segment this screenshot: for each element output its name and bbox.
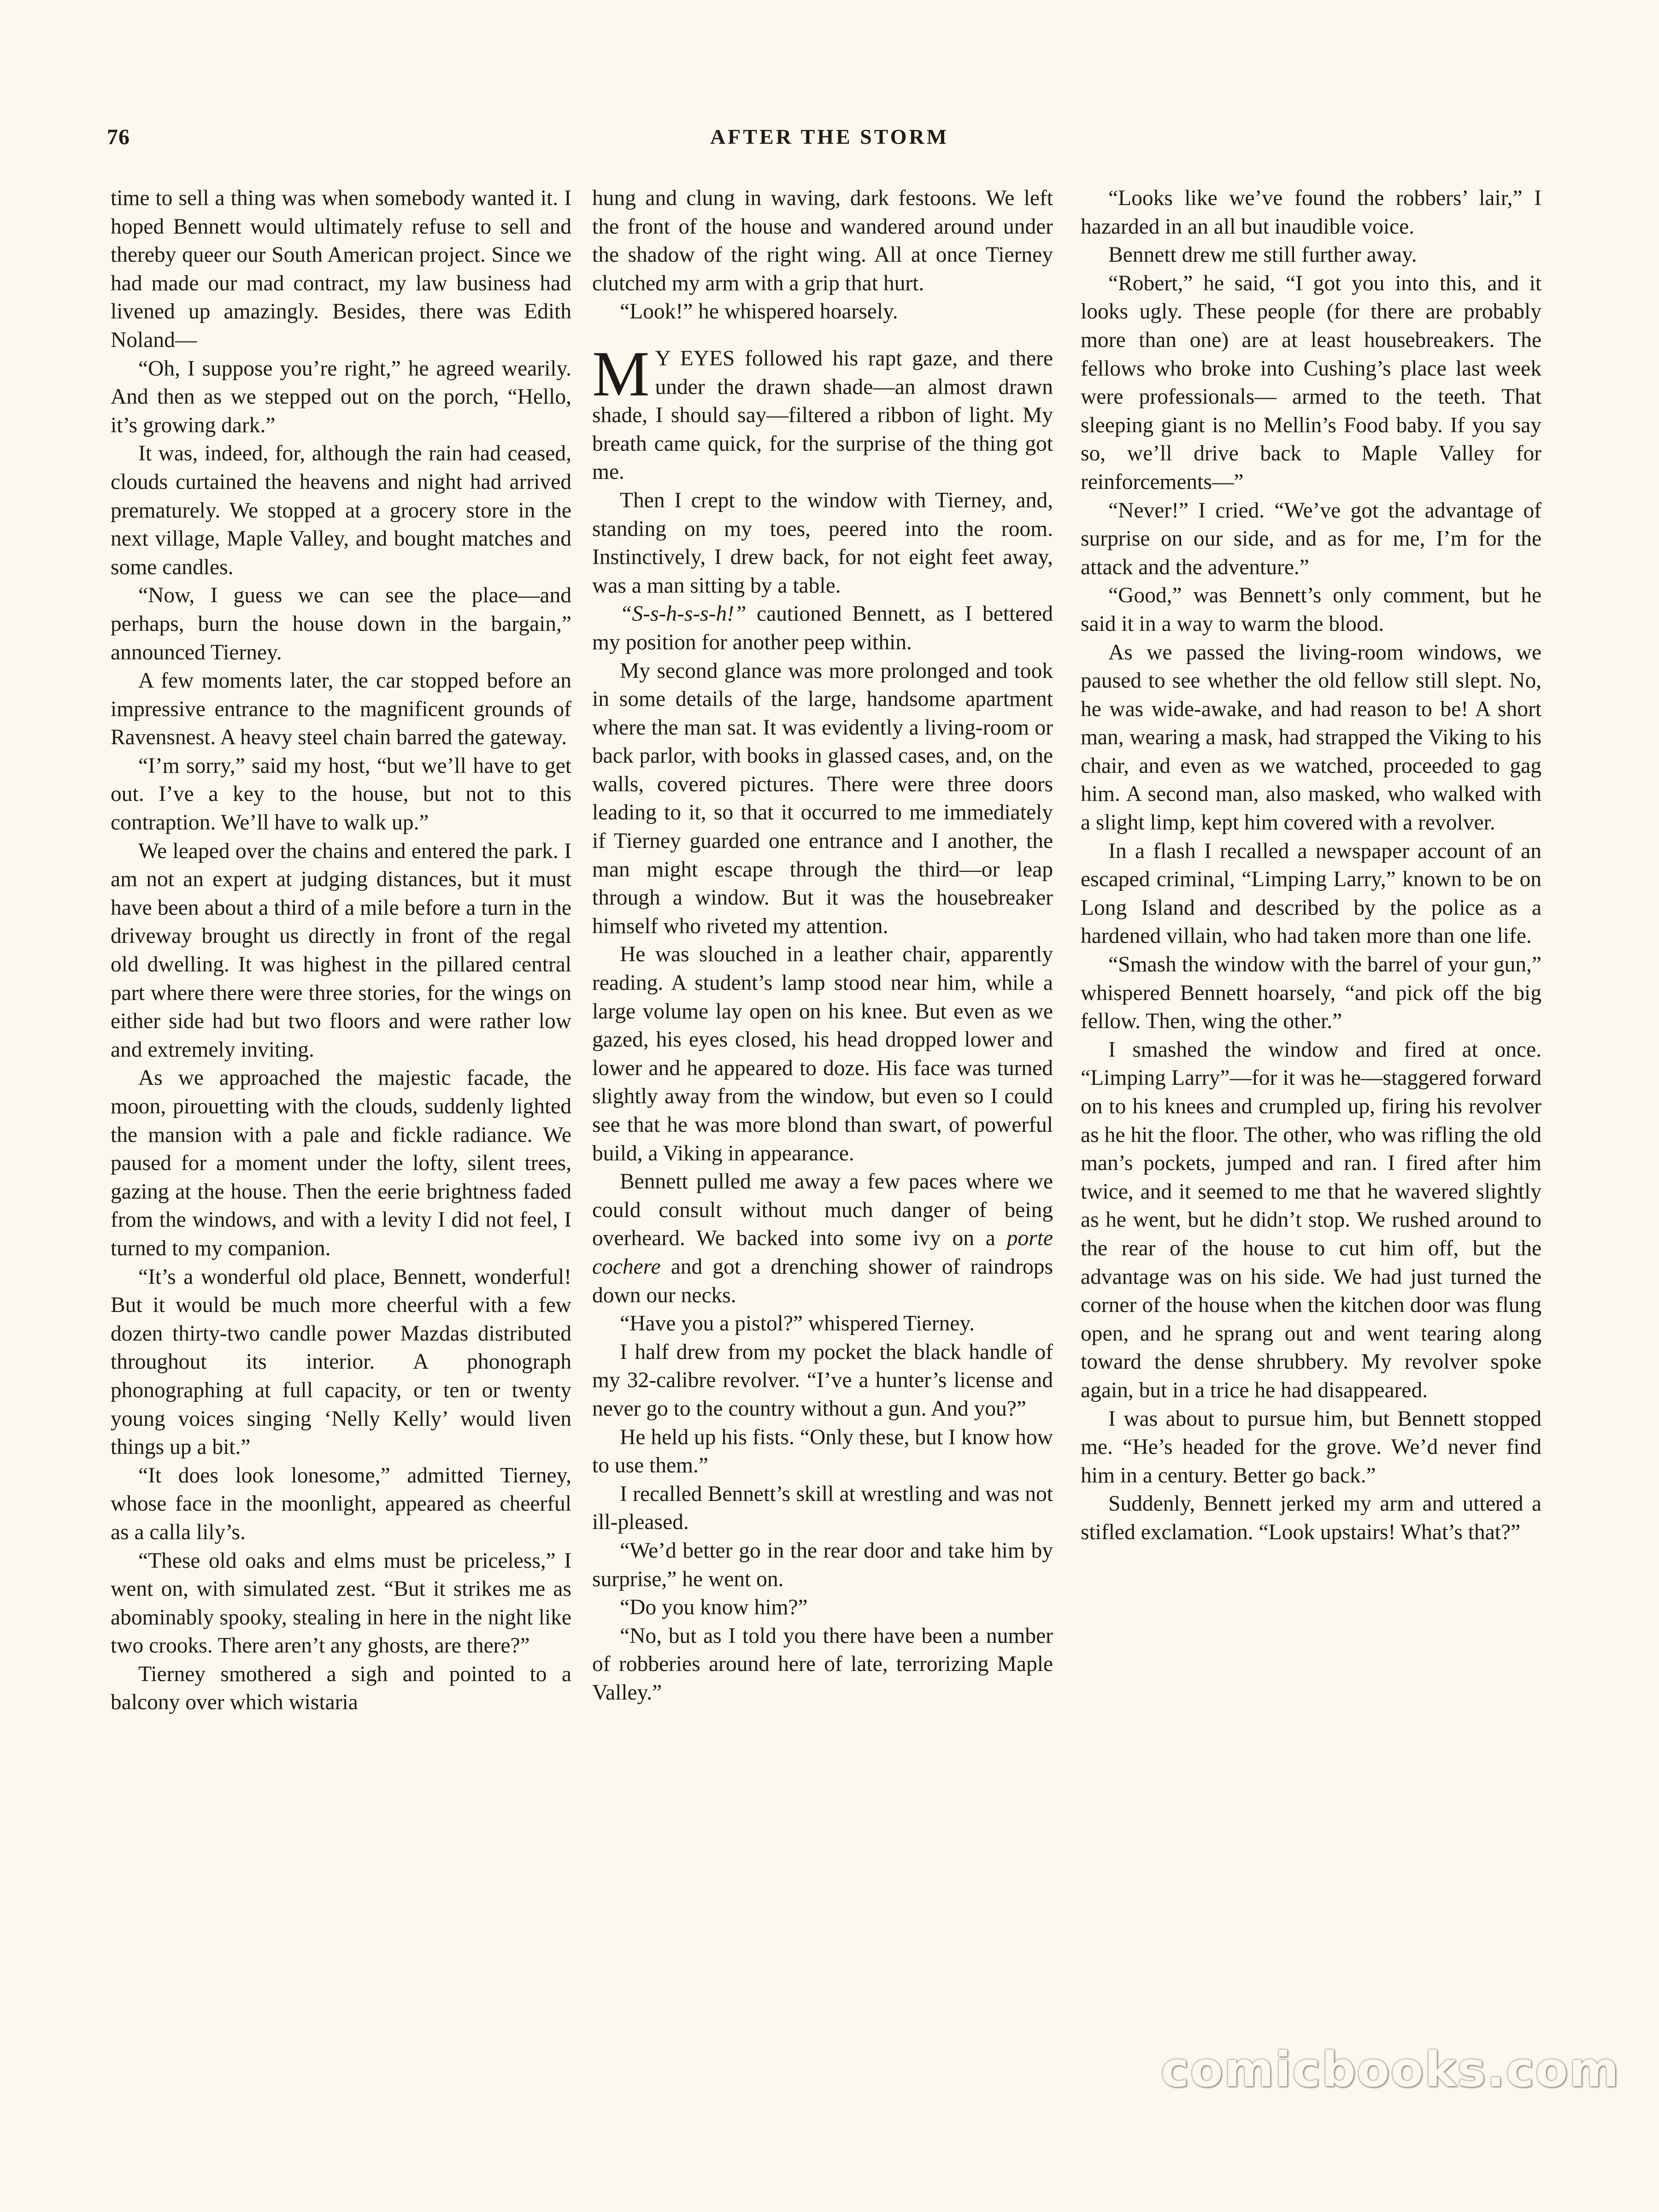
paragraph: [1081, 184, 1541, 241]
paragraph-text: “Look!” he whispered hoarsely.: [620, 300, 898, 324]
paragraph: [111, 752, 571, 837]
paragraph: [1081, 1036, 1541, 1405]
paragraph-text: I recalled Bennett’s skill at wrestling and was not ill-pleased.: [592, 1482, 1053, 1535]
paragraph: [111, 1263, 571, 1462]
paragraph: [592, 298, 1053, 326]
italic-text: “S-s-h-s-s-h!”: [620, 602, 747, 626]
paragraph: [1081, 1490, 1541, 1547]
page-number: 76: [107, 125, 130, 149]
paragraph-text: “Oh, I suppose you’re right,” he agreed wearily. And then as we stepped out on the porch, “Hello, it’s growing dark.”: [111, 356, 571, 437]
paragraph-text: We leaped over the chains and entered the park. I am not an expert at judging distances, but it must have been about a third of a mile before a turn in the driveway brought us directly in front of the regal old dwelling. It was highest in the pillared central part where there were three stories, for the wings on either side had but two floors and were rather low and extremely inviting.: [111, 839, 571, 1062]
paragraph: [111, 1547, 571, 1660]
paragraph: [111, 1462, 571, 1547]
paragraph-text: As we approached the majestic facade, the moon, pirouetting with the clouds, suddenly lighted the mansion with a pale and fickle radiance. We paused for a moment under the lofty, silent trees, gazing at the house. Then the eerie brightness faded from the windows, and with a levity I did not feel, I turned to my companion.: [111, 1066, 571, 1260]
paragraph: [592, 1537, 1053, 1594]
paragraph: [592, 600, 1053, 657]
paragraph-text: “Have you a pistol?” whispered Tierney.: [620, 1312, 975, 1336]
paragraph: [592, 1338, 1053, 1424]
paragraph: [592, 657, 1053, 941]
paragraph-text: time to sell a thing was when somebody wanted it. I hoped Bennett would ultimately refuse to sell and thereby queer our South American project. Since we had made our mad contract, my law business had livened up amazingly. Besides, there was Edith Noland—: [111, 186, 571, 352]
paragraph-text: “Smash the window with the barrel of your gun,” whispered Bennett hoarsely, “and pick off the big fellow. Then, wing the other.”: [1081, 953, 1541, 1034]
running-title: AFTER THE STORM: [710, 125, 949, 148]
paragraph-text: It was, indeed, for, although the rain had ceased, clouds curtained the heavens and night had arrived prematurely. We stopped at a grocery store in the next village, Maple Valley, and bought matches and some candles.: [111, 441, 571, 579]
paragraph-text: Bennett drew me still further away.: [1108, 243, 1417, 267]
paragraph-text: “Do you know him?”: [620, 1595, 808, 1620]
paragraph: [1081, 837, 1541, 951]
paragraph-text: and got a drenching shower of raindrops down our necks.: [592, 1254, 1053, 1307]
paragraph-text: As we passed the living-room windows, we paused to see whether the old fellow still slept. No, he was wide-awake, and had reason to be! A short man, wearing a mask, had strapped the Viking to his chair, and even as we watched, proceeded to gag him. A second man, also masked, who walked with a slight limp, kept him covered with a revolver.: [1081, 640, 1541, 835]
paragraph: [1081, 1405, 1541, 1490]
paragraph: [592, 184, 1053, 298]
watermark: comicbooks.com: [1160, 2041, 1620, 2098]
paragraph-text: “These old oaks and elms must be priceless,” I went on, with simulated zest. “But it strikes me as abominably spooky, stealing in here in the night like two crooks. There aren’t any ghosts, are there?”: [111, 1548, 571, 1658]
paragraph: [592, 338, 1053, 487]
paragraph-text: I half drew from my pocket the black handle of my 32-calibre revolver. “I’ve a hunter’s license and never go to the country without a gun. And you?”: [592, 1340, 1053, 1421]
paragraph: [1081, 639, 1541, 837]
paragraph-text: “Now, I guess we can see the place—and perhaps, burn the house down in the bargain,” announced Tierney.: [111, 583, 571, 665]
paragraph: [592, 1168, 1053, 1310]
paragraph-text: “I’m sorry,” said my host, “but we’ll have to get out. I’ve a key to the house, but not to this contraption. We’ll have to walk up.”: [111, 753, 571, 835]
paragraph: [111, 837, 571, 1065]
paragraph-text: Suddenly, Bennett jerked my arm and uttered a stifled exclamation. “Look upstairs! What’s that?”: [1081, 1492, 1541, 1544]
paragraph-text: “Good,” was Bennett’s only comment, but he said it in a way to warm the blood.: [1081, 583, 1541, 636]
paragraph-text: I smashed the window and fired at once. “Limping Larry”—for it was he—staggered forward on to his knees and crumpled up, firing his revolver as he hit the floor. The other, who was rifling the old man’s pockets, jumped and ran. I fired after him twice, and it seemed to me that he wavered slightly as he went, but he didn’t stop. We rushed around to the rear of the house to cut him off, but the advantage was on his side. We had just turned the corner of the house when the kitchen door was flung open, and he sprang out and went tearing along toward the dense shrubbery. My revolver spoke again, but in a trice he had disappeared.: [1081, 1037, 1541, 1402]
paragraph: [1081, 497, 1541, 582]
italic-text: porte cochere: [592, 1226, 1053, 1279]
paragraph: [592, 487, 1053, 600]
paragraph: [592, 1480, 1053, 1537]
paragraph: [1081, 270, 1541, 497]
paragraph: [111, 355, 571, 440]
paragraph-text: hung and clung in waving, dark festoons. We left the front of the house and wandered around under the shadow of the right wing. All at once Tierney clutched my arm with a grip that hurt.: [592, 186, 1053, 295]
paragraph-text: “Robert,” he said, “I got you into this, and it looks ugly. These people (for there are probably more than one) are at least housebreakers. The fellows who broke into Cushing’s place last week were professionals— armed to the teeth. That sleeping giant is no Mellin’s Food baby. If you say so, we’ll drive back to Maple Valley for reinforcements—”: [1081, 271, 1541, 494]
paragraph-text: In a flash I recalled a newspaper account of an escaped criminal, “Limping Larry,” known to be on Long Island and described by the police as a hardened villain, who had taken more than one life.: [1081, 839, 1541, 948]
paragraph-text: “Looks like we’ve found the robbers’ lair,” I hazarded in an all but inaudible voice.: [1081, 186, 1541, 239]
paragraph: [111, 1660, 571, 1717]
paragraph: [111, 184, 571, 355]
paragraph: [1081, 582, 1541, 638]
text-column-1: [111, 184, 571, 1717]
paragraph: [592, 1622, 1053, 1707]
drop-cap: M: [592, 338, 650, 410]
paragraph: [592, 1594, 1053, 1622]
paragraph-text: Then I crept to the window with Tierney, and, standing on my toes, peered into the room. Instinctively, I drew back, for not eight feet away, was a man sitting by a table.: [592, 488, 1053, 598]
text-column-3: [1081, 184, 1541, 1547]
paragraph-text: A few moments later, the car stopped before an impressive entrance to the magnificent grounds of Ravensnest. A heavy steel chain barred the gateway.: [111, 669, 571, 750]
paragraph: [111, 1064, 571, 1263]
paragraph-text: cautioned Bennett, as I bettered my position for another peep within.: [592, 602, 1053, 654]
paragraph-text: “No, but as I told you there have been a number of robberies around here of late, terrorizing Maple Valley.”: [592, 1624, 1053, 1705]
paragraph-text: He was slouched in a leather chair, apparently reading. A student’s lamp stood near him, while a large volume lay open on his knee. But even as we gazed, his eyes closed, his head dropped lower and lower and he appeared to doze. His face was turned slightly away from the window, but even so I could see that he was more blond than swart, of powerful build, a Viking in appearance.: [592, 942, 1053, 1165]
paragraph: [111, 440, 571, 582]
paragraph-text: “It does look lonesome,” admitted Tierney, whose face in the moonlight, appeared as cheerful as a calla lily’s.: [111, 1463, 571, 1544]
paragraph-text: Y EYES followed his rapt gaze, and there under the drawn shade—an almost drawn shade, I should say—filtered a ribbon of light. My breath came quick, for the surprise of the thing got me.: [592, 346, 1053, 484]
paragraph: [1081, 241, 1541, 270]
paragraph-text: “Never!” I cried. “We’ve got the advantage of surprise on our side, and as for me, I’m for the attack and the adventure.”: [1081, 498, 1541, 579]
paragraph: [111, 667, 571, 752]
paragraph-text: Bennett pulled me away a few paces where we could consult without much danger of being overheard. We backed into some ivy on a: [592, 1170, 1053, 1251]
paragraph-text: Tierney smothered a sigh and pointed to a balcony over which wistaria: [111, 1662, 571, 1715]
paragraph-text: I was about to pursue him, but Bennett stopped me. “He’s headed for the grove. We’d never find him in a century. Better go back.”: [1081, 1406, 1541, 1488]
paragraph: [592, 1424, 1053, 1480]
paragraph-text: “We’d better go in the rear door and take him by surprise,” he went on.: [592, 1538, 1053, 1591]
paragraph: [592, 1310, 1053, 1338]
text-column-2: [592, 184, 1053, 1707]
paragraph: [111, 582, 571, 667]
paragraph-text: My second glance was more prolonged and took in some details of the large, handsome apartment where the man sat. It was evidently a living-room or back parlor, with books in glassed cases, and, on the walls, covered pictures. There were three doors leading to it, so that it occurred to me immediately if Tierney guarded one entrance and I another, the man might escape through the third—or leap through a window. But it was the housebreaker himself who riveted my attention.: [592, 659, 1053, 938]
paragraph-text: “It’s a wonderful old place, Bennett, wonderful! But it would be much more cheerful with a few dozen thirty-two candle power Mazdas distributed throughout its interior. A phonograph phonographing at full capacity, or ten or twenty young voices singing ‘Nelly Kelly’ would liven things up a bit.”: [111, 1265, 571, 1459]
paragraph: [592, 941, 1053, 1168]
paragraph: [1081, 951, 1541, 1036]
paragraph-text: He held up his fists. “Only these, but I know how to use them.”: [592, 1425, 1053, 1478]
